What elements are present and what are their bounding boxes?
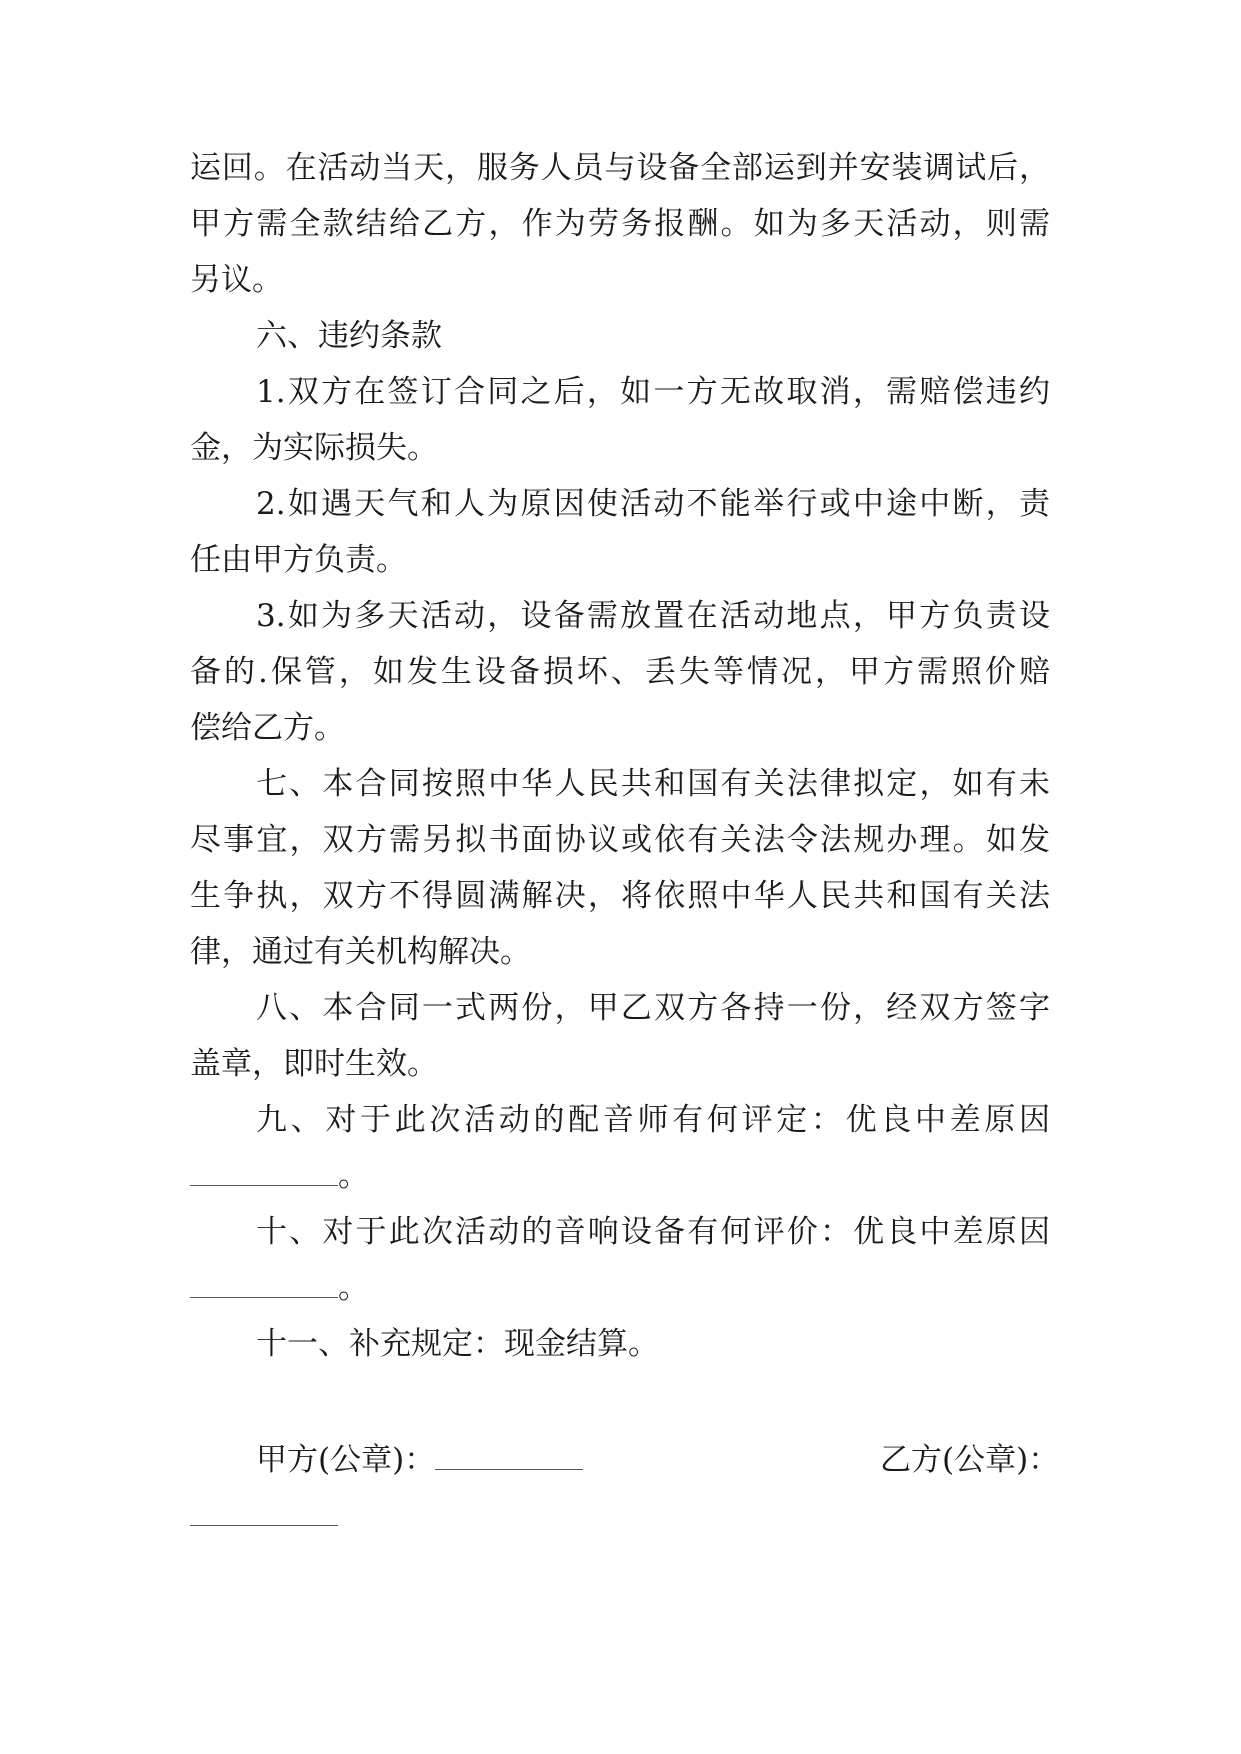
party-b-label: 乙方(公章)： xyxy=(880,1442,1060,1478)
paragraph-line: 八、本合同一式两份，甲乙双方各持一份，经双方签字 xyxy=(256,990,1050,1026)
paragraph-line: 甲方需全款结给乙方，作为劳务报酬。如为多天活动，则需 xyxy=(190,206,1050,242)
clause-line: 任由甲方负责。 xyxy=(190,542,407,578)
clause-line: 金，为实际损失。 xyxy=(190,430,438,466)
party-b-blank[interactable] xyxy=(190,1499,338,1526)
party-a-blank[interactable] xyxy=(435,1443,583,1470)
party-a-label: 甲方(公章)： xyxy=(256,1442,436,1478)
paragraph-line: 律，通过有关机构解决。 xyxy=(190,934,531,970)
paragraph-line: 九、对于此次活动的配音师有何评定：优良中差原因 xyxy=(256,1102,1050,1138)
party-a-signature xyxy=(256,1440,583,1480)
clause-line: 1.双方在签订合同之后，如一方无故取消，需赔偿违约 xyxy=(256,374,1050,410)
period: 。 xyxy=(338,1158,369,1194)
paragraph-line: 十一、补充规定：现金结算。 xyxy=(256,1326,659,1362)
paragraph-line: 运回。在活动当天，服务人员与设备全部运到并安装调试后， xyxy=(190,150,1050,186)
clause-line: 偿给乙方。 xyxy=(190,710,345,746)
blank-field[interactable] xyxy=(190,1159,338,1186)
fill-in-line xyxy=(190,1268,1050,1308)
party-b-blank-line xyxy=(190,1496,338,1536)
blank-field[interactable] xyxy=(190,1271,338,1298)
fill-in-line xyxy=(190,1156,1050,1196)
period: 。 xyxy=(338,1270,369,1306)
section-heading: 六、违约条款 xyxy=(256,318,442,354)
paragraph-line: 另议。 xyxy=(190,262,283,298)
paragraph-line: 尽事宜，双方需另拟书面协议或依有关法令法规办理。如发 xyxy=(190,822,1050,858)
paragraph-line: 盖章，即时生效。 xyxy=(190,1046,438,1082)
paragraph-line: 生争执，双方不得圆满解决，将依照中华人民共和国有关法 xyxy=(190,878,1050,914)
clause-line: 备的.保管，如发生设备损坏、丢失等情况，甲方需照价赔 xyxy=(190,654,1050,690)
clause-line: 3.如为多天活动，设备需放置在活动地点，甲方负责设 xyxy=(256,598,1050,634)
party-b-signature xyxy=(880,1440,1059,1480)
clause-line: 2.如遇天气和人为原因使活动不能举行或中途中断，责 xyxy=(256,486,1050,522)
paragraph-line: 七、本合同按照中华人民共和国有关法律拟定，如有未 xyxy=(256,766,1050,802)
paragraph-line: 十、对于此次活动的音响设备有何评价：优良中差原因 xyxy=(256,1214,1050,1250)
